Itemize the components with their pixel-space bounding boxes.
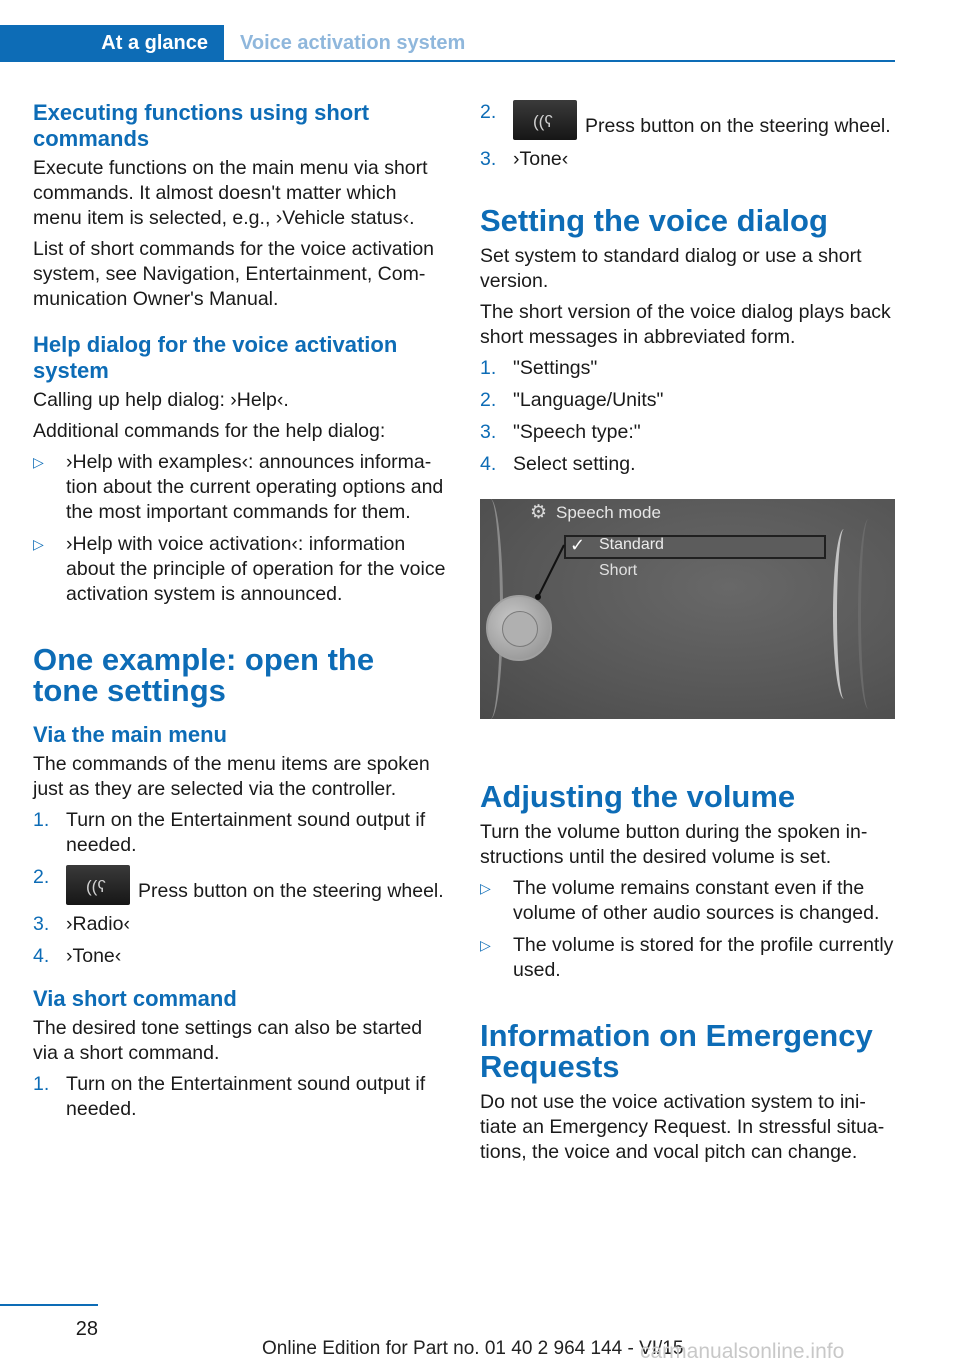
paragraph: Additional commands for the help dialog: (33, 420, 386, 442)
heading-voice-dialog: Setting the voice dialog (480, 203, 828, 238)
footer-rule (0, 1304, 98, 1306)
screen-title: Speech mode (556, 503, 661, 522)
heading-via-short-command: Via short command (33, 986, 237, 1011)
voice-button-icon: ((ʕ (66, 865, 130, 905)
help-commands-list (33, 450, 448, 607)
screen-option-short: Short (599, 562, 638, 579)
paragraph: Set system to standard dialog or use a short version. (480, 245, 862, 292)
triangle-bullet-icon: ▷ (480, 880, 491, 896)
list-item: ▷ The volume remains constant even if the volume of other audio sources is changed. (480, 877, 880, 924)
list-item: 3. ›Tone‹ (480, 148, 569, 170)
paragraph: Execute functions on the main menu via short commands. It almost doesn't matter which menu item is selected, e.g., ›Vehicle status‹. (33, 157, 428, 229)
header-section-title: Voice activation system (240, 32, 466, 54)
volume-notes-list (480, 876, 895, 983)
header-chapter-tab: At a glance (0, 25, 224, 62)
list-item: ▷ ›Help with examples‹: announces information about the current operating options and the most important commands for them. (33, 451, 444, 523)
list-item: 2. ((ʕ Press button on the steering wheel. (33, 865, 448, 905)
controller-knob-icon (486, 595, 552, 661)
heading-tone-example: One example: open the tone settings (33, 642, 375, 708)
paragraph: The commands of the menu items are spoken just as they are selected via the controller. (33, 753, 430, 800)
paragraph: List of short commands for the voice activation system, see Navigation, Entertainment, Communication Owner's Manual. (33, 238, 435, 310)
paragraph: The short version of the voice dialog plays back short messages in abbreviated form. (480, 301, 891, 348)
paragraph: Do not use the voice activation system to initiate an Emergency Request. In stressful situations, the voice and vocal pitch can change. (480, 1091, 885, 1163)
list-item: ▷ The volume is stored for the profile currently used. (480, 934, 894, 981)
screen-option-standard: Standard (599, 536, 664, 553)
paragraph: The desired tone settings can also be started via a short command. (33, 1017, 423, 1064)
speech-mode-screen-image (480, 499, 895, 719)
heading-emergency-requests: Information on Emergency Requests (480, 1018, 873, 1084)
screen-bezel-arc-right (858, 519, 879, 709)
triangle-bullet-icon: ▷ (33, 454, 44, 470)
list-item: 3. ›Radio‹ (33, 913, 130, 935)
triangle-bullet-icon: ▷ (33, 536, 44, 552)
page-header (0, 25, 895, 61)
checkmark-icon: ✓ (570, 535, 586, 555)
heading-adjusting-volume: Adjusting the volume (480, 779, 796, 814)
list-item: 4. Select setting. (480, 453, 636, 475)
list-item: 3. "Speech type:" (480, 421, 641, 443)
page-number: 28 (75, 1318, 98, 1340)
heading-help-dialog: Help dialog for the voice activation system (33, 332, 398, 383)
list-item: 4. ›Tone‹ (33, 945, 122, 967)
voice-button-icon: ((ʕ (513, 100, 577, 140)
gear-icon: ⚙ (530, 502, 548, 523)
triangle-bullet-icon: ▷ (480, 937, 491, 953)
list-item: ▷ ›Help with voice activation‹: information about the principle of operation for the voice activation system is announced. (33, 533, 446, 605)
heading-short-commands: Executing functions using short commands (33, 100, 370, 151)
left-column (33, 100, 448, 1129)
main-menu-steps (33, 808, 448, 969)
short-command-steps (33, 1072, 448, 1122)
list-item: 2. ((ʕ Press button on the steering wheel. (480, 100, 895, 140)
list-item: 1. "Settings" (480, 357, 598, 379)
paragraph: Turn the volume button during the spoken instructions until the desired volume is set. (480, 821, 868, 868)
continued-steps (480, 100, 895, 172)
list-item: 1. Turn on the Entertainment sound output if needed. (33, 1073, 426, 1120)
edition-note: Online Edition for Part no. 01 40 2 964 144 - VI/15 (262, 1338, 684, 1359)
paragraph: Calling up help dialog: ›Help‹. (33, 389, 289, 411)
watermark: carmanualsonline.info (640, 1340, 845, 1363)
heading-via-main-menu: Via the main menu (33, 722, 227, 747)
voice-dialog-steps (480, 356, 895, 477)
list-item: 2. "Language/Units" (480, 389, 664, 411)
list-item: 1. Turn on the Entertainment sound output if needed. (33, 809, 426, 856)
right-column (480, 100, 895, 1171)
screen-scroll-arc (833, 529, 855, 699)
